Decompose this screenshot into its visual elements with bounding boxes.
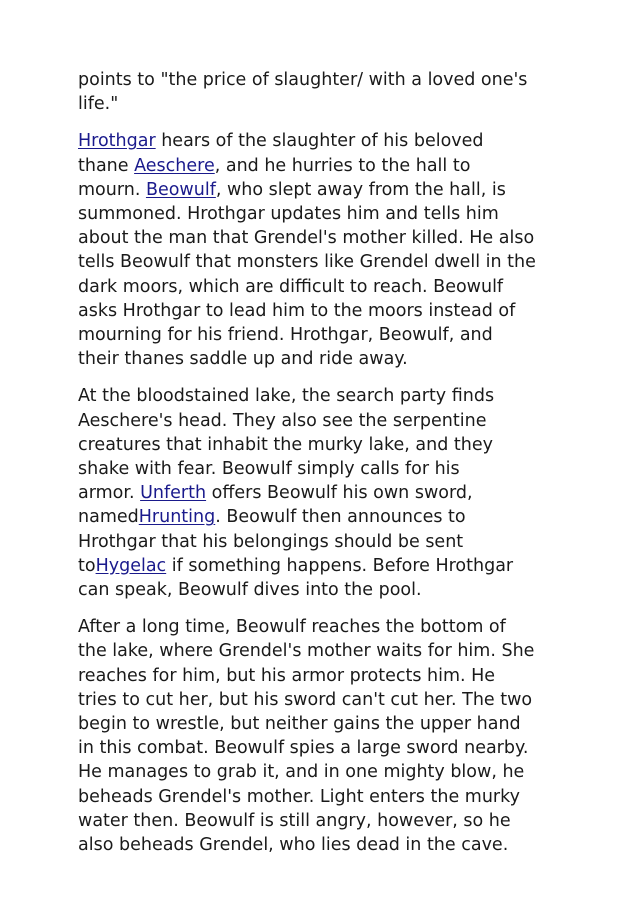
text-run: After a long time, Beowulf reaches the bottom of	[78, 617, 506, 638]
text-run: to	[78, 555, 96, 576]
text-line	[78, 736, 578, 760]
text-line	[78, 457, 578, 481]
text-run: hears of the slaughter of his beloved	[155, 131, 484, 152]
text-line	[78, 664, 578, 688]
text-run: mourn.	[78, 179, 146, 200]
text-run: about the man that Grendel's mother killed. He also	[78, 228, 535, 249]
text-run: armor.	[78, 483, 141, 504]
text-line	[78, 481, 578, 505]
text-run: asks Hrothgar to lead him to the moors instead of	[78, 300, 516, 321]
text-line	[78, 615, 578, 639]
text-run: thane	[78, 155, 135, 176]
text-run: tries to cut her, but his sword can't cut her. The two	[78, 689, 533, 710]
text-run: , who slept away from the hall, is	[215, 179, 506, 200]
link-beowulf[interactable]: Beowulf	[145, 179, 216, 200]
paragraph-3	[78, 384, 578, 602]
text-run: . Beowulf then announces to	[215, 507, 466, 528]
text-line	[78, 530, 578, 554]
text-line	[78, 226, 578, 250]
link-aeschere[interactable]: Aeschere	[134, 155, 215, 176]
text-run: can speak, Beowulf dives into the pool.	[78, 580, 422, 601]
text-run: Aeschere's head. They also see the serpentine	[78, 410, 487, 431]
text-line	[78, 688, 578, 712]
text-line	[78, 154, 578, 178]
text-run: dark moors, which are difficult to reach. Beowulf	[78, 276, 504, 297]
text-run: begin to wrestle, but neither gains the upper hand	[78, 714, 521, 735]
text-line	[78, 833, 578, 857]
text-run: their thanes saddle up and ride away.	[78, 349, 408, 370]
text-line	[78, 202, 578, 226]
text-run: in this combat. Beowulf spies a large sword nearby.	[78, 738, 529, 759]
text-run: the lake, where Grendel's mother waits for him. She	[78, 641, 535, 662]
text-line	[78, 250, 578, 274]
text-run: He manages to grab it, and in one mighty blow, he	[78, 762, 525, 783]
text-run: beheads Grendel's mother. Light enters the murky	[78, 786, 520, 807]
text-line	[78, 299, 578, 323]
paragraph-4	[78, 615, 578, 857]
text-line	[78, 92, 578, 116]
text-line	[78, 68, 578, 92]
text-line	[78, 578, 578, 602]
text-line	[78, 178, 578, 202]
text-line	[78, 639, 578, 663]
text-line	[78, 409, 578, 433]
text-run: mourning for his friend. Hrothgar, Beowulf, and	[78, 325, 493, 346]
text-run: if something happens. Before Hrothgar	[166, 555, 514, 576]
text-line	[78, 347, 578, 371]
text-run: Hrothgar that his belongings should be sent	[78, 531, 464, 552]
text-run: life."	[78, 94, 119, 115]
text-run: reaches for him, but his armor protects him. He	[78, 665, 496, 686]
text-run: summoned. Hrothgar updates him and tells him	[78, 204, 499, 225]
text-line	[78, 712, 578, 736]
text-run: also beheads Grendel, who lies dead in the cave.	[78, 835, 509, 856]
text-run: At the bloodstained lake, the search party finds	[78, 386, 495, 407]
link-hrothgar[interactable]: Hrothgar	[78, 131, 156, 152]
text-line	[78, 554, 578, 578]
text-run: creatures that inhabit the murky lake, and they	[78, 434, 493, 455]
text-run: tells Beowulf that monsters like Grendel dwell in the	[78, 252, 536, 273]
text-run: shake with fear. Beowulf simply calls for his	[78, 459, 460, 480]
document-page	[78, 68, 578, 870]
text-line	[78, 275, 578, 299]
link-unferth[interactable]: Unferth	[140, 483, 207, 504]
text-run: , and he hurries to the hall to	[214, 155, 471, 176]
text-line	[78, 323, 578, 347]
text-line	[78, 433, 578, 457]
text-run: water then. Beowulf is still angry, however, so he	[78, 810, 511, 831]
text-line	[78, 785, 578, 809]
text-line	[78, 760, 578, 784]
link-hygelac[interactable]: Hygelac	[95, 555, 167, 576]
link-hrunting[interactable]: Hrunting	[138, 507, 216, 528]
paragraph-1	[78, 68, 578, 116]
text-run: points to "the price of slaughter/ with a loved one's	[78, 70, 528, 90]
text-run: named	[78, 507, 139, 528]
text-line	[78, 505, 578, 529]
text-line	[78, 129, 578, 153]
text-line	[78, 384, 578, 408]
paragraph-2	[78, 129, 578, 371]
text-run: offers Beowulf his own sword,	[206, 483, 473, 504]
text-line	[78, 809, 578, 833]
